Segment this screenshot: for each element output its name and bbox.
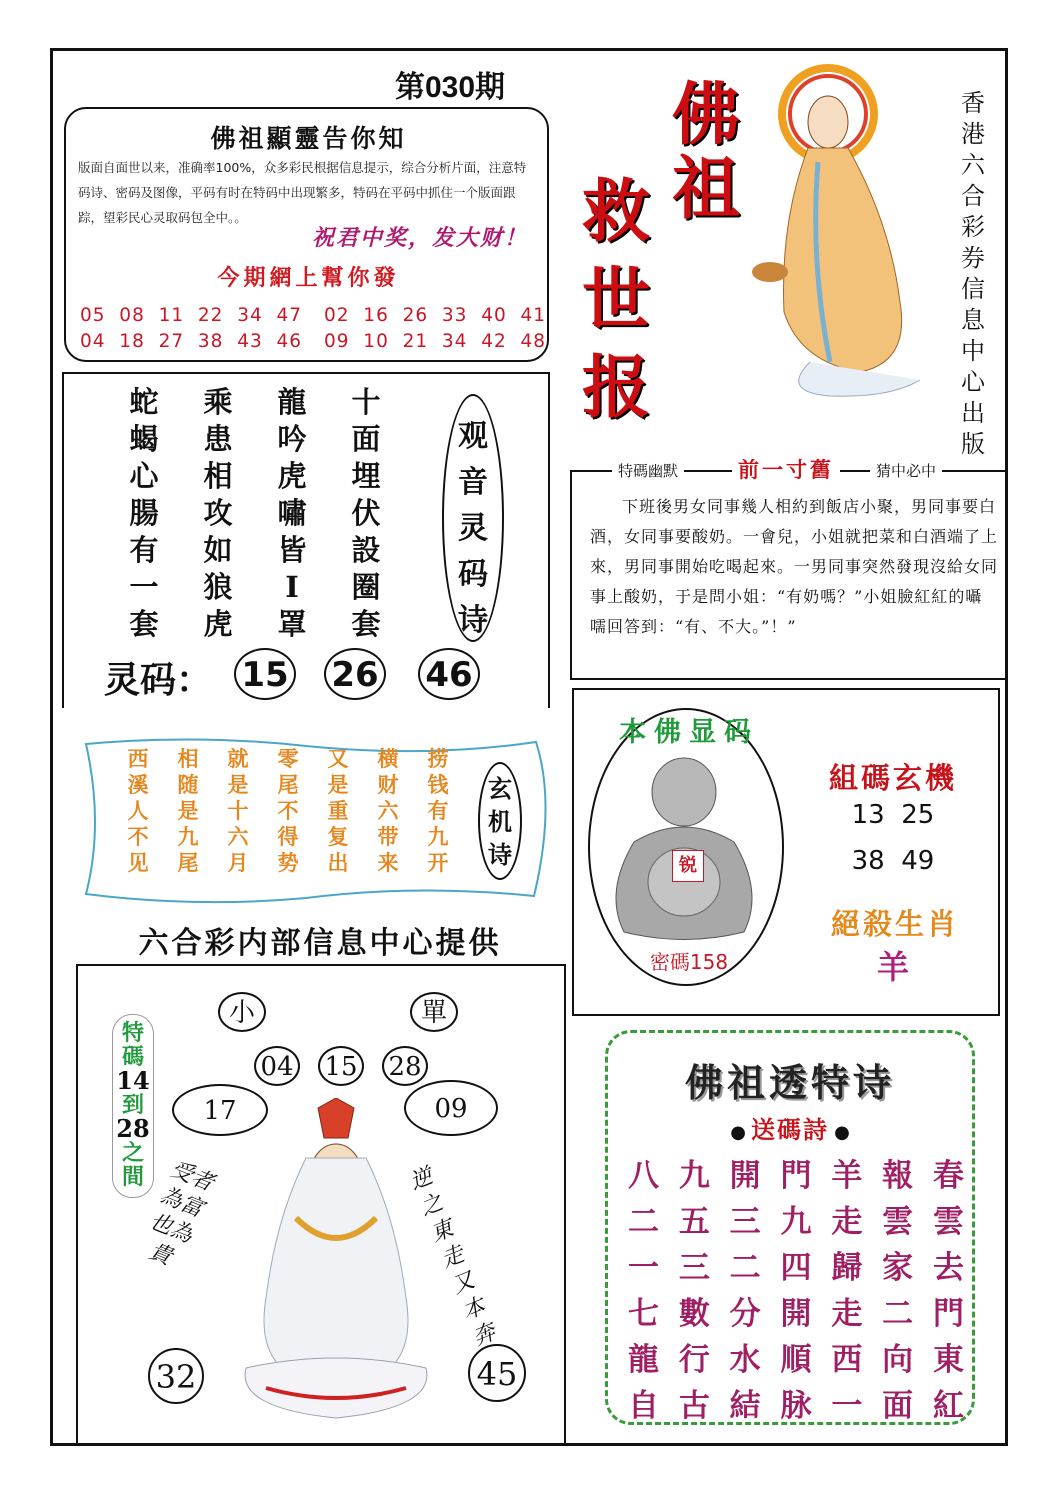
group-code-row1: 13 25 (851, 800, 935, 830)
provider-line: 六合彩内部信息中心提供 (138, 926, 502, 961)
code-circle-2: 26 (324, 648, 386, 700)
special-poem-subtitle-row (605, 1110, 975, 1145)
kill-zodiac-value: 羊 (876, 948, 909, 986)
poem-char: 蛇 (129, 385, 159, 419)
guanyin-seated-image (236, 1098, 436, 1428)
poem-col-3 (272, 384, 312, 643)
numbers-row2-right: 09 10 21 34 42 48 (324, 331, 547, 352)
xuanji-char: 势 (277, 850, 299, 875)
bottom-number-right: 45 (468, 1344, 526, 1402)
joke-label-left: 特碼幽默 (612, 460, 684, 481)
poem-cell: 雲 (882, 1204, 914, 1240)
poem-cell: 二 (882, 1296, 914, 1332)
joke-text: 下班後男女同事幾人相約到飯店小聚，男同事要白酒，女同事要酸奶。一會兒，小姐就把菜和白酒端了上來，男同事開始吃喝起來。一男同事突然發現沒給女同事上酸奶，于是問小姐：“有奶嗎？”小姐臉紅紅的囁嚅回答到：“有、不大。”！” (590, 497, 999, 636)
xuanji-char: 六 (377, 798, 399, 823)
poem-char: 乘 (203, 385, 233, 419)
poem-char: 圈 (351, 570, 381, 604)
poem-col-4 (346, 384, 386, 643)
xuanji-char: 六 (227, 824, 249, 849)
poem-cell: 走 (831, 1296, 863, 1332)
tag-single: 單 (410, 992, 458, 1032)
poem-char: 十 (351, 385, 381, 419)
tag-small: 小 (218, 992, 266, 1032)
code-label: 灵码： (104, 659, 213, 701)
masthead-line1: 佛祖 (672, 75, 741, 229)
poem-char: 吟 (277, 422, 307, 456)
poem-char: 設 (351, 533, 381, 567)
special-to: 28 (116, 1114, 150, 1143)
xuanji-char: 开 (427, 850, 449, 875)
poem-char: 罩 (277, 607, 307, 641)
poem-cell: 門 (780, 1158, 812, 1194)
poem-cell: 九 (678, 1158, 710, 1194)
xuanji-col-1 (118, 746, 158, 876)
xuanji-col-4 (268, 746, 308, 876)
xuanji-char: 来 (377, 850, 399, 875)
xuanji-char: 尾 (277, 772, 299, 797)
poem-cell: 去 (932, 1250, 964, 1286)
poem-cell: 九 (780, 1204, 812, 1240)
xuanji-col-2 (168, 746, 208, 876)
poem-cell: 二 (628, 1204, 659, 1240)
notice-subtitle: 今期網上幫你發 (217, 266, 400, 291)
special-poem-row (628, 1334, 964, 1380)
poem-cell: 西 (831, 1342, 863, 1378)
poem-cell: 開 (729, 1158, 761, 1194)
bullet-right-icon: ● (834, 1122, 850, 1143)
joke-label-right: 猜中必中 (870, 460, 942, 481)
notice-slogan: 祝君中奖，发大财！ (311, 226, 528, 251)
numbers-row1-right: 02 16 26 33 40 41 (324, 305, 547, 326)
xuanji-col-3 (218, 746, 258, 876)
poem-cell: 自 (628, 1388, 659, 1424)
poem-char: 皆 (277, 533, 307, 567)
group-code-title: 組碼玄機 (828, 761, 957, 795)
guanyin-poem-label-ellipse (442, 394, 504, 642)
buddha-arc-text: 本佛显码 (619, 717, 759, 748)
poem-cell: 東 (932, 1342, 964, 1378)
publisher-side-text: 香港六合彩券信息中心出版 (961, 89, 985, 458)
notice-box (64, 107, 549, 362)
poem-cell: 三 (729, 1204, 761, 1240)
poem-cell: 春 (932, 1158, 964, 1194)
xuanji-char: 是 (327, 772, 349, 797)
xuanji-char: 九 (177, 824, 199, 849)
poem-cell: 羊 (831, 1158, 863, 1194)
xuanji-char: 西 (127, 746, 149, 771)
code-circle-1: 15 (234, 648, 296, 700)
side-number-right: 09 (404, 1080, 498, 1136)
kill-zodiac-title: 絕殺生肖 (830, 907, 959, 941)
buddha-box (572, 688, 1000, 1016)
notice-body: 版面自面世以来，准确率100%，众多彩民根据信息提示，综合分析片面，注意特码诗、密码及图像，平码有时在特码中出现繁多，特码在平码中抓住一个版面跟踪，望彩民心灵取码包全中。。 (78, 160, 527, 225)
poem-cell: 脉 (780, 1388, 812, 1424)
xuanji-char: 复 (327, 824, 349, 849)
poem-cell: 水 (729, 1342, 761, 1378)
xuanji-char: 是 (177, 798, 199, 823)
poem-cell: 向 (882, 1342, 914, 1378)
special-poem-title: 佛祖透特诗 (684, 1060, 895, 1105)
poem-char: 有 (129, 533, 159, 567)
poem-cell: 數 (678, 1296, 710, 1332)
special-poem-row (628, 1380, 964, 1426)
xuanji-char: 溪 (127, 772, 149, 797)
right-verse: 逆之東走又本奔 (406, 1163, 500, 1352)
left-verse: 受者為富也為貴 (145, 1156, 218, 1271)
xuanji-char: 不 (127, 824, 149, 849)
poem-char: 心 (129, 459, 159, 493)
xuanji-label-ellipse (478, 762, 522, 880)
poem-cell: 二 (729, 1250, 761, 1286)
special-poem-row (628, 1196, 964, 1242)
poem-char: 埋 (351, 459, 381, 493)
xuanji-label: 玄机诗 (488, 774, 512, 869)
poem-cell: 雲 (932, 1204, 964, 1240)
special-from: 14 (116, 1066, 150, 1095)
poem-cell: 開 (780, 1296, 812, 1332)
masthead-line2: 救世报 (582, 172, 651, 428)
poem-cell: 門 (932, 1296, 964, 1332)
xuanji-char: 月 (227, 850, 249, 875)
poem-char: 如 (203, 533, 233, 567)
poem-char: 套 (129, 607, 159, 641)
xuanji-char: 带 (377, 824, 399, 849)
xuanji-char: 相 (177, 746, 199, 771)
side-number-left: 17 (172, 1084, 268, 1136)
notice-title: 佛祖顯靈告你知 (210, 124, 407, 153)
xuanji-char: 十 (227, 798, 249, 823)
issue-number: 第030期 (394, 71, 506, 104)
poem-char: 虎 (277, 459, 307, 493)
special-label-bottom: 之間 (121, 1140, 144, 1190)
xuanji-char: 出 (327, 850, 349, 875)
xuanji-char: 财 (377, 772, 399, 797)
joke-title: 前一寸舊 (732, 454, 840, 484)
code-circle-3: 46 (418, 648, 480, 700)
buddha-seal: 锐 (672, 850, 704, 882)
special-poem-row (628, 1242, 964, 1288)
poem-char: 面 (351, 422, 381, 456)
poem-char: 患 (203, 422, 233, 456)
poem-cell: 報 (882, 1158, 914, 1194)
poem-cell: 結 (729, 1388, 761, 1424)
xuanji-char: 随 (177, 772, 199, 797)
xuanji-char: 是 (227, 772, 249, 797)
xuanji-col-7 (418, 746, 458, 876)
poem-col-1 (124, 384, 164, 643)
poem-cell: 家 (882, 1250, 914, 1286)
poem-cell: 面 (882, 1388, 914, 1424)
special-range-panel (112, 1014, 154, 1198)
top-number-3: 28 (382, 1046, 428, 1086)
xuanji-char: 尾 (177, 850, 199, 875)
poem-char: 狼 (203, 570, 233, 604)
xuanji-col-5 (318, 746, 358, 876)
xuanji-char: 又 (327, 746, 349, 771)
xuanji-char: 人 (127, 798, 149, 823)
top-number-2: 15 (318, 1046, 364, 1086)
poem-char: 攻 (203, 496, 233, 530)
poem-cell: 三 (678, 1250, 710, 1286)
xuanji-char: 见 (127, 850, 149, 875)
joke-box (570, 457, 1007, 680)
poem-cell: 八 (628, 1158, 659, 1194)
poem-cell: 一 (831, 1388, 863, 1424)
special-poem-row (628, 1150, 964, 1196)
guanyin-standing-image (740, 62, 950, 402)
poem-cell: 紅 (932, 1388, 964, 1424)
poem-col-2 (198, 384, 238, 643)
poem-cell: 五 (678, 1204, 710, 1240)
xuanji-char: 零 (277, 746, 299, 771)
poem-cell: 行 (678, 1342, 710, 1378)
poem-cell: 順 (780, 1342, 812, 1378)
poem-char: 嘯 (277, 496, 307, 530)
poem-char: 一 (129, 570, 159, 604)
poem-cell: 走 (831, 1204, 863, 1240)
poem-cell: 歸 (831, 1250, 863, 1286)
xuanji-char: 捞 (427, 746, 449, 771)
poem-char: 虎 (203, 607, 233, 641)
guanyin-poem-label: 观音灵码诗 (458, 419, 488, 638)
poem-char: 蝎 (129, 422, 159, 456)
xuanji-char: 横 (377, 746, 399, 771)
special-poem-subtitle: 送碼詩 (751, 1115, 829, 1144)
top-number-1: 04 (254, 1046, 300, 1086)
xuanji-char: 得 (277, 824, 299, 849)
secret-code: 密碼158 (649, 950, 729, 974)
special-to-word: 到 (121, 1092, 144, 1118)
poem-char: 伏 (351, 496, 381, 530)
xuanji-char: 不 (277, 798, 299, 823)
poem-char: 龍 (277, 385, 307, 419)
special-poem-row (628, 1288, 964, 1334)
xuanji-char: 重 (327, 798, 349, 823)
poem-cell: 龍 (628, 1342, 659, 1378)
poem-cell: 古 (678, 1388, 710, 1424)
poem-cell: 七 (628, 1296, 659, 1332)
xuanji-char: 有 (427, 798, 449, 823)
xuanji-char: 九 (427, 824, 449, 849)
special-label-top: 特碼 (121, 1020, 144, 1070)
poem-char: Ⅰ (285, 570, 299, 604)
poem-cell: 一 (628, 1250, 659, 1286)
numbers-row1-left: 05 08 11 22 34 47 (80, 305, 303, 326)
xuanji-char: 就 (227, 746, 249, 771)
bottom-number-left: 32 (148, 1348, 204, 1404)
group-code-row2: 38 49 (851, 846, 935, 876)
bullet-left-icon: ● (730, 1122, 746, 1143)
xuanji-col-6 (368, 746, 408, 876)
poem-char: 套 (351, 607, 381, 641)
xuanji-char: 钱 (427, 772, 449, 797)
poem-char: 相 (203, 459, 233, 493)
special-poem-grid (628, 1150, 964, 1426)
guanyin-box-left-border (62, 372, 64, 708)
poem-char: 腸 (129, 496, 159, 530)
numbers-row2-left: 04 18 27 38 43 46 (80, 331, 303, 352)
poem-cell: 分 (729, 1296, 761, 1332)
poem-cell: 四 (780, 1250, 812, 1286)
laughing-buddha-image (604, 752, 774, 942)
